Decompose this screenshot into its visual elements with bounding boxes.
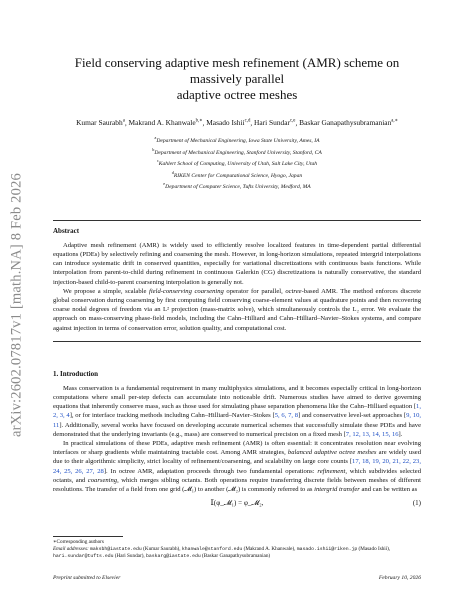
- divider: [53, 341, 421, 342]
- author-name: Hari Sundar$^{c,e}$: [254, 118, 296, 128]
- divider: [53, 220, 421, 221]
- citation-link[interactable]: 1, 2, 3, 4: [53, 403, 421, 420]
- email-link[interactable]: hari.sundar@tufts.edu: [53, 554, 114, 560]
- footnote-corresponding: ∗Corresponding authors: [53, 539, 104, 546]
- email-link[interactable]: masado.ishii@riken.jp: [296, 547, 358, 553]
- abstract: [53, 241, 421, 333]
- citation-link[interactable]: 17, 18, 19, 20, 21, 22, 23, 24, 25, 26, 27, 28: [53, 458, 421, 475]
- author-affiliation-mark: c,d: [244, 119, 251, 124]
- author-name: Baskar Ganapathysubramanian$^{a,∗}$: [299, 118, 398, 128]
- footnote-emails: Email addresses: maksbh@iastate.edu (Kumar Saurabh), khanwale@stanford.edu (Makrand A. Khanwale), masado.ishii@riken.jp (Masado Ishii), hari.sundar@tufts.edu (Hari Sundar), baskarg@iastate.edu (Baskar Ganapathysubramanian): [53, 546, 391, 560]
- author-list: Kumar Saurabh$^a$, Makrand A. Khanwale$^{b,∗}$, Masado Ishii$^{c,d}$, Hari Sundar$^{c,e}$, Baskar Ganapathysubramanian$^{a,∗}$: [76, 118, 398, 128]
- footer-left: Preprint submitted to Elsevier: [53, 575, 121, 581]
- footnote-divider: [53, 536, 123, 537]
- author-name: Kumar Saurabh$^a$: [76, 118, 125, 128]
- paper-page: [53, 0, 421, 560]
- equation: [53, 496, 421, 512]
- author-name: Makrand A. Khanwale$^{b,∗}$: [128, 118, 203, 128]
- affiliation-mark: b: [152, 146, 155, 152]
- equation-number: (1): [412, 499, 421, 508]
- affiliation-mark: e: [163, 181, 166, 187]
- citation-link[interactable]: 5, 6, 7, 8: [274, 412, 299, 420]
- author-affiliation-mark: a: [122, 119, 125, 124]
- abstract-paragraph: We propose a simple, scalable field-conserving coarsening operator for parallel, octree-based AMR. The method enforces discrete global conservation during coarsening by first computing field conserving coarse-element values at quadrature points and then recovering coarse nodal degrees of freedom via an L² projection (mass-matrix solve), which simultaneously controls the L₂ error. We evaluate the approach on mass-conserving phase-field models, including the Cahn–Hilliard and Cahn–Hilliard–Navier–Stokes systems, and compare against injection in terms of conservation error, solution quality, and computational cost.: [53, 287, 421, 332]
- affiliation-mark: a: [154, 135, 157, 141]
- author-affiliation-mark: c,e: [289, 119, 296, 124]
- author-name: Masado Ishii$^{c,d}$: [206, 118, 251, 128]
- footnotes: [53, 539, 421, 560]
- paper-title: Field conserving adaptive mesh refinement (AMR) scheme on massively parallel adaptive octree meshes: [74, 55, 400, 102]
- equation-body: 𝕀(φ_𝓜₁) = φ_𝓜₂,: [210, 499, 264, 508]
- footer-date: February 10, 2026: [378, 575, 421, 581]
- email-link[interactable]: baskarg@iastate.edu: [146, 554, 201, 560]
- affiliation: $^e$Department of Computer Science, Tufts University, Medford, MA: [163, 181, 311, 191]
- email-link[interactable]: khanwale@stanford.edu: [181, 547, 243, 553]
- section-heading: 1. Introduction: [53, 369, 98, 378]
- author-affiliation-mark: b,∗: [195, 119, 203, 124]
- affiliation: $^a$Department of Mechanical Engineering, Iowa State University, Ames, IA: [154, 135, 320, 145]
- affiliation: $^d$RIKEN Center for Computational Science, Hyogo, Japan: [171, 169, 303, 179]
- affiliation: $^b$Department of Mechanical Engineering, Stanford University, Stanford, CA: [152, 146, 322, 156]
- citation-link[interactable]: 9, 10, 11: [53, 412, 422, 429]
- email-link[interactable]: maksbh@iastate.edu: [89, 547, 142, 553]
- intro-paragraph: Mass conservation is a fundamental requirement in many multiphysics simulations, and it becomes especially critical in long-horizon computations where small per-step defects can accumulate into noticeable drift. Numerous studies have aimed to derive governing equations that inherently conserve mass, such as those used for simulating phase separation phenomena like the Cahn–Hilliard equation [1, 2, 3, 4], or for interface tracking methods including Cahn–Hilliard–Navier–Stokes [5, 6, 7, 8] and conservative level-set approaches [9, 10, 11]. Additionally, several works have focused on developing accurate numerical schemes that successfully simulate these PDEs and have demonstrated that the underlying invariants (e.g., mass) are conserved to numerical precision on a fixed mesh [7, 12, 13, 14, 15, 16].: [53, 384, 422, 438]
- arxiv-identifier: arXiv:2602.07817v1 [math.NA] 8 Feb 2026: [8, 173, 25, 437]
- abstract-paragraph: Adaptive mesh refinement (AMR) is widely used to efficiently resolve localized features in time-dependent partial differential equations (PDEs) by selectively refining and coarsening the mesh. However, in long-horizon simulations, repeated intergrid interpolations can introduce systematic drift in conserved quantities, especially for variational discretizations with continuous basis functions. While interpolation from parent-to-child during refinement in continuous Galerkin (CG) discretizations is naturally conservative, the standard injection-based child-to-parent coarsening interpolation is generally not.: [53, 241, 421, 286]
- affiliation-mark: c: [156, 158, 159, 164]
- intro-paragraph: In practical simulations of these PDEs, adaptive mesh refinement (AMR) is often essential: it concentrates resolution near evolving interfaces or sharp gradients while maintaining tractable cost. Among AMR strategies, balanced adaptive octree meshes are widely used due to their algorithmic simplicity, strict locality of refinement/coarsening, and scalability on large core counts [17, 18, 19, 20, 21, 22, 23, 24, 25, 26, 27, 28]. In octree AMR, adaptation proceeds through two fundamental operations: refinement, which subdivides selected octants, and coarsening, which merges sibling octants. Both operations require transferring discrete fields between meshes of different resolutions. The transfer of a field from one grid (𝓜₁) to another (𝓜₂) is commonly referred to as intergrid transfer and can be written as: [53, 439, 421, 493]
- affiliation-list: [53, 134, 421, 191]
- author-affiliation-mark: a,∗: [391, 119, 398, 124]
- abstract-heading: Abstract: [53, 226, 80, 235]
- arxiv-sidebar-stamp: [0, 155, 34, 455]
- affiliation-mark: d: [171, 169, 174, 175]
- affiliation: $^c$Kahlert School of Computing, University of Utah, Salt Lake City, Utah: [156, 158, 318, 168]
- citation-link[interactable]: 7, 12, 13, 14, 15, 16: [345, 430, 399, 438]
